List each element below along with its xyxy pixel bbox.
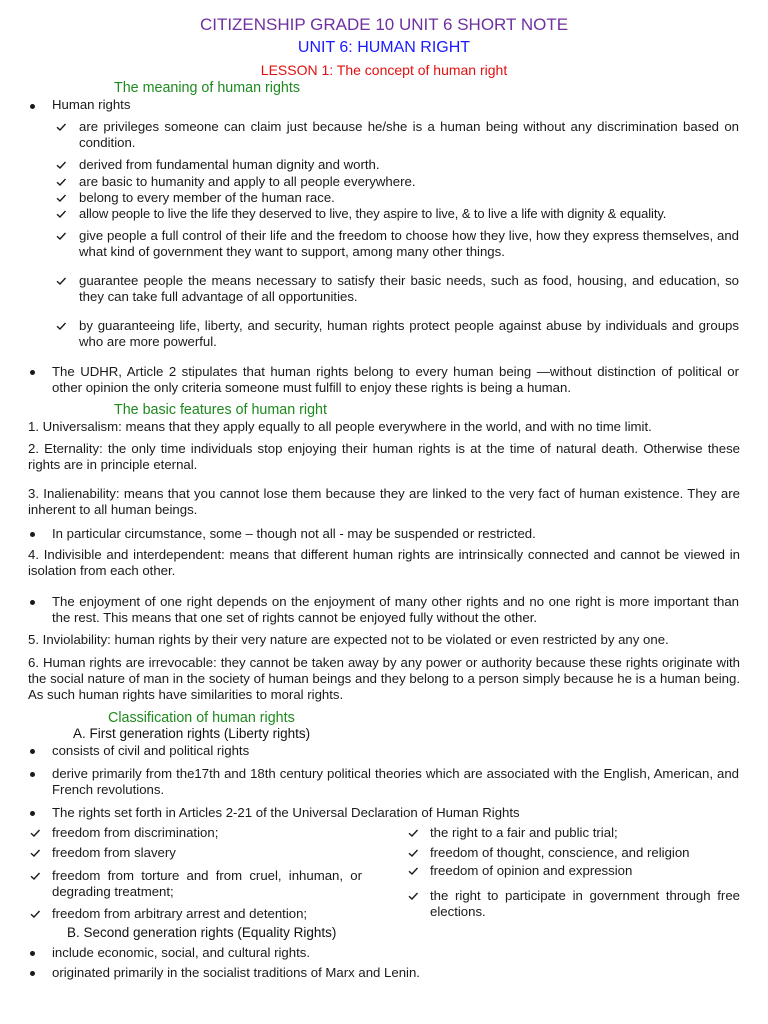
list-item: freedom from discrimination; bbox=[52, 825, 219, 840]
feature-eternality bbox=[28, 441, 740, 473]
list-item: Human rights bbox=[52, 97, 131, 112]
bullet-dot-icon bbox=[30, 951, 35, 956]
feature-inviolability bbox=[28, 632, 740, 648]
list-item: The enjoyment of one right depends on the enjoyment of many other rights and no one right is more important than the rest. This means that one set of rights cannot be enjoyed fully without the other. bbox=[52, 594, 739, 625]
heading-classification: Classification of human rights bbox=[108, 710, 295, 726]
lesson-title: LESSON 1: The concept of human right bbox=[260, 62, 508, 78]
heading-meaning: The meaning of human rights bbox=[114, 80, 300, 96]
checkmark-icon bbox=[55, 176, 67, 188]
unit-title: UNIT 6: HUMAN RIGHT bbox=[297, 39, 471, 56]
second-generation-title: B. Second generation rights (Equality Rights) bbox=[67, 925, 337, 940]
list-item: allow people to live the life they deserved to live, they aspire to live, & to live a life with dignity & equality. bbox=[79, 206, 667, 221]
feature-text: : they cannot be taken away by any power or authority because these rights originate with the social nature of man in the society of human beings and they belong to a person simply because he is a human being. As such human rights have similarities to moral rights. bbox=[28, 655, 740, 702]
feature-term: 1. Universalism bbox=[28, 419, 119, 434]
list-item: give people a full control of their life and the freedom to choose how they live, how they express themselves, and what kind of government they want to support, among many other things. bbox=[79, 228, 739, 259]
feature-term: 6. Human rights are irrevocable bbox=[28, 655, 214, 670]
feature-term: 4. Indivisible and interdependent bbox=[28, 547, 222, 562]
checkmark-icon bbox=[55, 159, 67, 171]
list-item: the right to participate in government through free elections. bbox=[430, 888, 740, 919]
list-item: belong to every member of the human race. bbox=[79, 190, 335, 205]
checkmark-icon bbox=[29, 827, 41, 839]
checkmark-icon bbox=[29, 908, 41, 920]
document-title: CITIZENSHIP GRADE 10 UNIT 6 SHORT NOTE bbox=[199, 15, 569, 34]
heading-features: The basic features of human right bbox=[114, 402, 327, 418]
feature-text: : means that different human rights are intrinsically connected and cannot be viewed in isolation from each other. bbox=[28, 547, 740, 578]
bullet-dot-icon bbox=[30, 370, 35, 375]
list-item: are privileges someone can claim just because he/she is a human being without any discrimination based on condition. bbox=[79, 119, 739, 150]
checkmark-icon bbox=[407, 865, 419, 877]
list-item: originated primarily in the socialist traditions of Marx and Lenin. bbox=[52, 965, 420, 980]
checkmark-icon bbox=[55, 320, 67, 332]
checkmark-icon bbox=[55, 208, 67, 220]
checkmark-icon bbox=[55, 230, 67, 242]
list-item: consists of civil and political rights bbox=[52, 743, 250, 758]
feature-indivisible bbox=[28, 547, 740, 579]
list-item: freedom from torture and from cruel, inhuman, or degrading treatment; bbox=[52, 868, 362, 899]
bullet-dot-icon bbox=[30, 811, 35, 816]
list-item: The rights set forth in Articles 2-21 of the Universal Declaration of Human Rights bbox=[52, 805, 520, 820]
list-item: by guaranteeing life, liberty, and security, human rights protect people against abuse by individuals and groups who are more powerful. bbox=[79, 318, 739, 349]
list-item: freedom from arbitrary arrest and detention; bbox=[52, 906, 308, 921]
bullet-dot-icon bbox=[30, 532, 35, 537]
list-item: derived from fundamental human dignity and worth. bbox=[79, 157, 380, 172]
feature-term: 5. Inviolability bbox=[28, 632, 108, 647]
list-item: freedom from slavery bbox=[52, 845, 176, 860]
checkmark-icon bbox=[55, 192, 67, 204]
checkmark-icon bbox=[29, 870, 41, 882]
feature-term: 2. Eternality bbox=[28, 441, 100, 456]
feature-text: : means that you cannot lose them because they are linked to the very fact of human existence. They are inherent to all human beings. bbox=[28, 486, 740, 517]
feature-text: : human rights by their very nature are expected not to be violated or even restricted by any one. bbox=[107, 632, 669, 647]
feature-text: : the only time individuals stop enjoying their human rights is at the time of natural death. Otherwise these rights are in principle eternal. bbox=[28, 441, 741, 472]
bullet-dot-icon bbox=[30, 772, 35, 777]
checkmark-icon bbox=[55, 275, 67, 287]
list-item: guarantee people the means necessary to satisfy their basic needs, such as food, housing, and education, so they can take full advantage of all opportunities. bbox=[79, 273, 739, 304]
checkmark-icon bbox=[55, 121, 67, 133]
checkmark-icon bbox=[407, 890, 419, 902]
feature-universalism bbox=[28, 419, 740, 435]
list-item: the right to a fair and public trial; bbox=[430, 825, 618, 840]
list-item: freedom of thought, conscience, and religion bbox=[430, 845, 690, 860]
list-item: freedom of opinion and expression bbox=[430, 863, 633, 878]
list-item: include economic, social, and cultural rights. bbox=[52, 945, 311, 960]
checkmark-icon bbox=[407, 827, 419, 839]
feature-inalienability bbox=[28, 486, 740, 518]
list-item: The UDHR, Article 2 stipulates that human rights belong to every human being —without distinction of political or other opinion the only criteria someone must fulfill to enjoy these rights is being a human. bbox=[52, 364, 739, 395]
checkmark-icon bbox=[29, 847, 41, 859]
list-item: In particular circumstance, some – though not all - may be suspended or restricted. bbox=[52, 526, 536, 541]
bullet-dot-icon bbox=[30, 104, 35, 109]
list-item: derive primarily from the17th and 18th century political theories which are associated with the English, American, and French revolutions. bbox=[52, 766, 739, 797]
bullet-dot-icon bbox=[30, 971, 35, 976]
first-generation-title: A. First generation rights (Liberty rights) bbox=[73, 726, 311, 741]
feature-text: : means that they apply equally to all people everywhere in the world, and with no time limit. bbox=[118, 419, 652, 434]
feature-term: 3. Inalienability bbox=[28, 486, 116, 501]
feature-irrevocable bbox=[28, 655, 740, 703]
bullet-dot-icon bbox=[30, 600, 35, 605]
checkmark-icon bbox=[407, 847, 419, 859]
list-item: are basic to humanity and apply to all people everywhere. bbox=[79, 174, 416, 189]
bullet-dot-icon bbox=[30, 749, 35, 754]
